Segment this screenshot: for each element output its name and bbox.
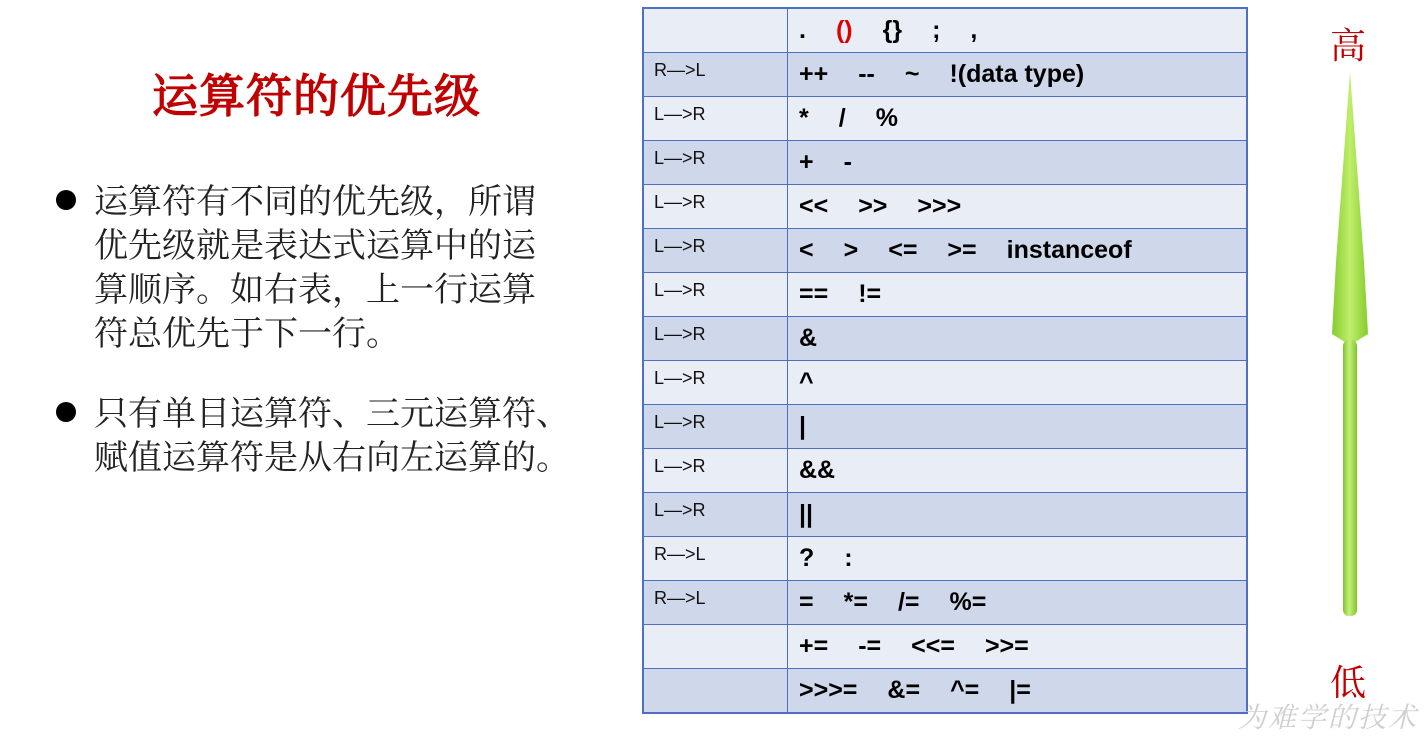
bullet-dot-icon bbox=[56, 402, 76, 422]
operator-token: % bbox=[875, 104, 898, 132]
table-row bbox=[643, 229, 1247, 273]
operator-token: >>> bbox=[917, 192, 962, 220]
operator-token: ^= bbox=[950, 676, 980, 704]
operator-table-body bbox=[643, 8, 1247, 713]
operator-token: <= bbox=[888, 236, 918, 264]
watermark: 为难学的技术 bbox=[1238, 701, 1419, 734]
operators-cell bbox=[788, 97, 1248, 141]
operator-token: >= bbox=[947, 236, 977, 264]
associativity-label: L—>R bbox=[654, 148, 706, 168]
table-row bbox=[643, 625, 1247, 669]
associativity-cell bbox=[643, 537, 788, 581]
associativity-label: L—>R bbox=[654, 236, 706, 256]
associativity-label: R—>L bbox=[654, 588, 706, 608]
operators-cell bbox=[788, 273, 1248, 317]
operator-token: , bbox=[970, 16, 978, 44]
operators-cell bbox=[788, 53, 1248, 97]
operator-token: %= bbox=[949, 588, 987, 616]
associativity-label: R—>L bbox=[654, 544, 706, 564]
operators-cell bbox=[788, 449, 1248, 493]
bullet-text: 运算符有不同的优先级，所谓 优先级就是表达式运算中的运 算顺序。如右表，上一行运算 符总优先于下一行。 bbox=[94, 182, 536, 354]
operators-cell bbox=[788, 581, 1248, 625]
operator-token: != bbox=[858, 280, 882, 308]
operators-cell bbox=[788, 625, 1248, 669]
table-row bbox=[643, 141, 1247, 185]
operator-token: -= bbox=[858, 632, 882, 660]
associativity-cell bbox=[643, 493, 788, 537]
operator-token: >>>= bbox=[799, 676, 858, 704]
operator-token: ? bbox=[799, 544, 815, 572]
high-label: 高 bbox=[1330, 26, 1367, 67]
associativity-cell bbox=[643, 317, 788, 361]
bullet-text: 只有单目运算符、三元运算符、 赋值运算符是从右向左运算的。 bbox=[94, 394, 570, 478]
precedence-arrow-icon bbox=[1328, 72, 1372, 620]
table-row bbox=[643, 581, 1247, 625]
associativity-label: L—>R bbox=[654, 280, 706, 300]
operator-token: <<= bbox=[911, 632, 955, 660]
table-row bbox=[643, 53, 1247, 97]
associativity-label: L—>R bbox=[654, 192, 706, 212]
operators-cell bbox=[788, 141, 1248, 185]
table-row bbox=[643, 8, 1247, 53]
associativity-label: L—>R bbox=[654, 456, 706, 476]
operators-cell bbox=[788, 405, 1248, 449]
associativity-label: L—>R bbox=[654, 500, 706, 520]
operator-token: < bbox=[799, 236, 814, 264]
table-row bbox=[643, 493, 1247, 537]
associativity-label: L—>R bbox=[654, 412, 706, 432]
operator-token: || bbox=[799, 500, 813, 528]
associativity-label: L—>R bbox=[654, 104, 706, 124]
bullet-list bbox=[50, 180, 610, 516]
table-row bbox=[643, 317, 1247, 361]
operator-token: -- bbox=[858, 60, 875, 88]
operator-token: |= bbox=[1009, 676, 1031, 704]
associativity-cell bbox=[643, 185, 788, 229]
operator-token: * bbox=[799, 104, 809, 132]
operator-token: () bbox=[835, 16, 853, 44]
operator-token: | bbox=[799, 412, 806, 440]
operator-token: ; bbox=[932, 16, 941, 44]
table-row bbox=[643, 97, 1247, 141]
operator-precedence-table bbox=[642, 7, 1248, 714]
operator-token: instanceof bbox=[1006, 236, 1132, 264]
associativity-cell bbox=[643, 361, 788, 405]
operators-cell bbox=[788, 229, 1248, 273]
operator-token: {} bbox=[882, 16, 903, 44]
associativity-cell bbox=[643, 449, 788, 493]
operators-cell bbox=[788, 537, 1248, 581]
table-row bbox=[643, 405, 1247, 449]
associativity-label: L—>R bbox=[654, 324, 706, 344]
operator-token: *= bbox=[843, 588, 868, 616]
associativity-label: L—>R bbox=[654, 368, 706, 388]
table-row bbox=[643, 273, 1247, 317]
operator-token: : bbox=[844, 544, 853, 572]
associativity-cell bbox=[643, 581, 788, 625]
bullet-dot-icon bbox=[56, 190, 76, 210]
operator-token: > bbox=[843, 236, 859, 264]
operators-cell bbox=[788, 185, 1248, 229]
operators-cell bbox=[788, 669, 1248, 714]
associativity-cell bbox=[643, 229, 788, 273]
table-row bbox=[643, 669, 1247, 714]
associativity-cell bbox=[643, 141, 788, 185]
associativity-cell bbox=[643, 625, 788, 669]
operator-token: & bbox=[799, 324, 818, 352]
operator-token: &= bbox=[887, 676, 921, 704]
operator-token: + bbox=[799, 148, 814, 176]
table-row bbox=[643, 449, 1247, 493]
operator-token: = bbox=[799, 588, 814, 616]
associativity-cell bbox=[643, 8, 788, 53]
operator-token: ~ bbox=[904, 60, 920, 88]
operator-token: == bbox=[799, 280, 829, 308]
operator-token: >>= bbox=[984, 632, 1029, 660]
operator-token: - bbox=[843, 148, 852, 176]
operator-token: += bbox=[799, 632, 829, 660]
operator-token: ++ bbox=[799, 60, 829, 88]
operator-token: /= bbox=[897, 588, 920, 616]
associativity-cell bbox=[643, 97, 788, 141]
table-row bbox=[643, 537, 1247, 581]
operators-cell bbox=[788, 493, 1248, 537]
associativity-cell bbox=[643, 669, 788, 714]
table-row bbox=[643, 361, 1247, 405]
bullet-item bbox=[50, 180, 610, 356]
associativity-cell bbox=[643, 273, 788, 317]
associativity-cell bbox=[643, 53, 788, 97]
operator-token: && bbox=[799, 456, 836, 484]
low-label: 低 bbox=[1330, 663, 1367, 704]
operator-token: >> bbox=[858, 192, 888, 220]
operator-token: / bbox=[838, 104, 846, 132]
operators-cell bbox=[788, 8, 1248, 53]
associativity-cell bbox=[643, 405, 788, 449]
bullet-item bbox=[50, 392, 610, 480]
operators-cell bbox=[788, 317, 1248, 361]
operator-token: . bbox=[799, 16, 806, 44]
operator-token: << bbox=[799, 192, 829, 220]
page-title: 运算符的优先级 bbox=[152, 69, 481, 123]
operator-token: !(data type) bbox=[949, 60, 1085, 88]
operator-token: ^ bbox=[799, 368, 814, 396]
table-row bbox=[643, 185, 1247, 229]
operators-cell bbox=[788, 361, 1248, 405]
associativity-label: R—>L bbox=[654, 60, 706, 80]
